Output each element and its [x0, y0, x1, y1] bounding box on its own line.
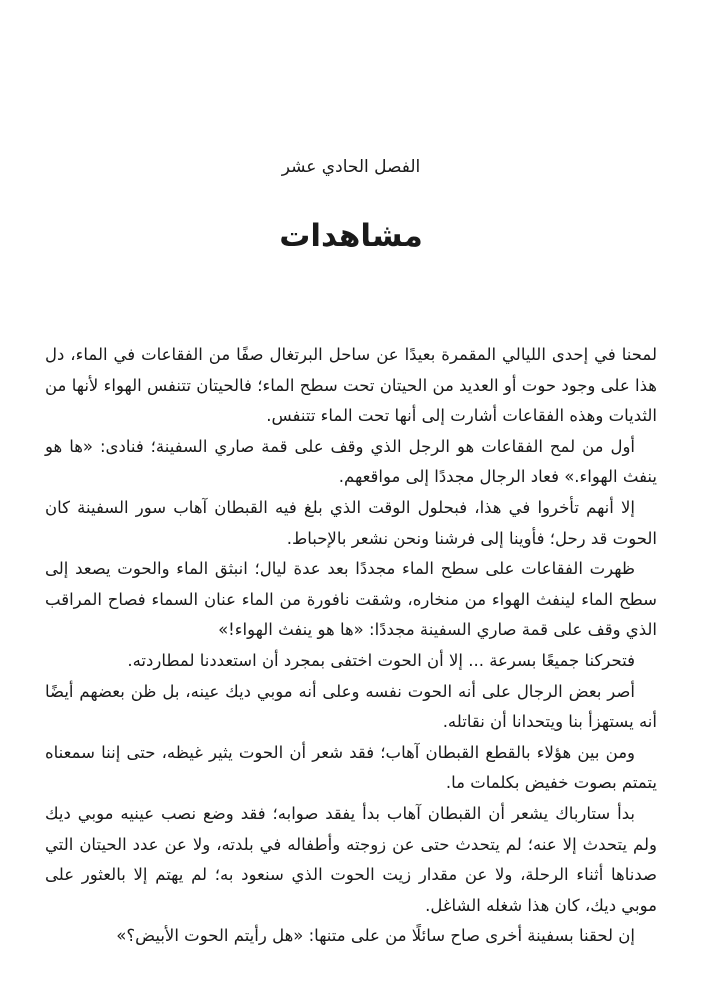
chapter-title: مشاهدات: [279, 218, 423, 254]
paragraph: أصر بعض الرجال على أنه الحوت نفسه وعلى أنه موبي ديك عينه، بل ظن بعضهم أيضًا أنه يستهزأ بنا ويتحدانا أن نقاتله.: [45, 681, 657, 732]
paragraph: بدأ ستارباك يشعر أن القبطان آهاب بدأ يفقد صوابه؛ فقد وضع نصب عينيه موبي ديك ولم يتحدث إلا عنه؛ لم يتحدث حتى عن زوجته وأطفاله في بلدته، ولا عن عدد الحيتان التي صدناها أثناء الرحلة، ولا عن مقدار زيت الحوت الذي سنعود به؛ لم يهتم إلا بالعثور على موبي ديك، كان هذا شغله الشاغل.: [45, 803, 657, 915]
paragraph: أول من لمح الفقاعات هو الرجل الذي وقف على قمة صاري السفينة؛ فنادى: «ها هو ينفث الهواء.» فعاد الرجال مجددًا إلى مواقعهم.: [45, 436, 657, 487]
paragraph: إن لحقنا بسفينة أخرى صاح سائلًا من على متنها: «هل رأيتم الحوت الأبيض؟»: [116, 926, 635, 946]
paragraph: ظهرت الفقاعات على سطح الماء مجددًا بعد عدة ليال؛ انبثق الماء والحوت يصعد إلى سطح الماء لينفث الهواء من منخاره، وشقت نافورة من الماء عنان السماء فصاح المراقب الذي وقف على قمة صاري السفينة مجددًا: «ها هو ينفث الهواء!»: [45, 559, 657, 640]
paragraph: إلا أنهم تأخروا في هذا، فبحلول الوقت الذي بلغ فيه القبطان آهاب سور السفينة كان الحوت قد رحل؛ فأوينا إلى فرشنا ونحن نشعر بالإحباط.: [45, 497, 657, 548]
paragraph: فتحركنا جميعًا بسرعة ... إلا أن الحوت اختفى بمجرد أن استعددنا لمطاردته.: [127, 650, 635, 670]
chapter-label: الفصل الحادي عشر: [281, 157, 421, 177]
paragraph: ومن بين هؤلاء بالقطع القبطان آهاب؛ فقد شعر أن الحوت يثير غيظه، حتى إننا سمعناه يتمتم بصوت خفيض بكلمات ما.: [45, 742, 657, 793]
paragraph: لمحنا في إحدى الليالي المقمرة بعيدًا عن ساحل البرتغال صفًا من الفقاعات في الماء، دل هذا على وجود حوت أو العديد من الحيتان تحت سطح الماء؛ فالحيتان تتنفس الهواء لأنها من الثديات وهذه الفقاعات أشارت إلى أنها تحت الماء تتنفس.: [45, 345, 657, 426]
chapter-body: [45, 340, 657, 952]
